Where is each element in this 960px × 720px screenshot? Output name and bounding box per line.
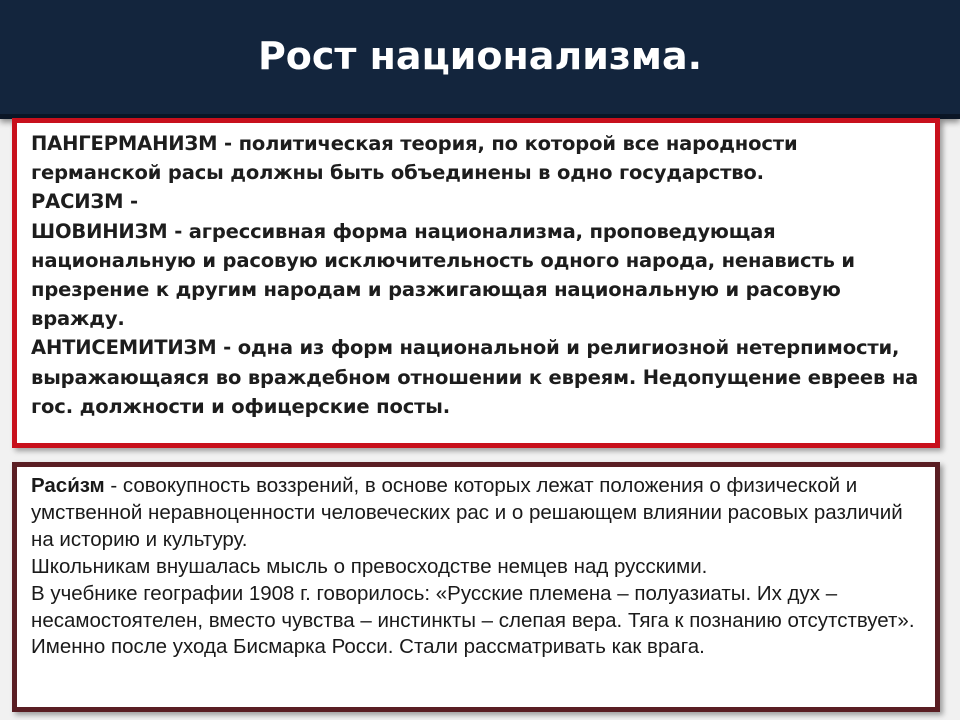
definition-racism bbox=[31, 187, 923, 216]
term-pangermanism: ПАНГЕРМАНИЗМ bbox=[31, 132, 218, 155]
definition-pangermanism bbox=[31, 129, 923, 187]
definition-chauvinism bbox=[31, 217, 923, 334]
term-antisemitism: АНТИСЕМИТИЗМ bbox=[31, 336, 217, 360]
definition-text: - одна из форм национальной и религиозной нетерпимости, выражающаяся во враждебном отношении к евреям. Недопущение евреев на гос. должности и офицерские посты. bbox=[31, 336, 919, 418]
racism-paragraph-school: Школьникам внушалась мысль о превосходстве немцев над русскими. bbox=[31, 554, 708, 578]
page-title: Рост национализма. bbox=[257, 34, 703, 78]
racism-paragraph-textbook: В учебнике географии 1908 г. говорилось: «Русские племена – полуазиаты. Их дух – несамостоятелен, вместо чувства – инстинкты – слепая вера. Тяга к познанию отсутствует». Именно после ухода Бисмарка Росси. Стали рассматривать как врага. bbox=[31, 581, 915, 659]
definition-antisemitism bbox=[31, 333, 923, 421]
definitions-box bbox=[12, 118, 940, 448]
term-chauvinism: ШОВИНИЗМ bbox=[31, 219, 168, 243]
term-racism-bold: Раси́зм bbox=[31, 474, 105, 497]
definition-text: - политическая теория, по которой все народности германской расы должны быть объединены в одно государство. bbox=[31, 132, 798, 185]
racism-box bbox=[12, 462, 940, 712]
definition-text: - bbox=[123, 190, 138, 214]
racism-definition-text: - совокупность воззрений, в основе которых лежат положения о физической и умственной неравноценности человеческих рас и о решающем влиянии расовых различий на историю и культуру. bbox=[31, 474, 903, 551]
definition-text: - агрессивная форма национализма, проповедующая национальную и расовую исключительность одного народа, ненависть и презрение к другим народам и разжигающая национальную и расовую вражду. bbox=[31, 219, 855, 331]
title-bar bbox=[0, 0, 960, 119]
racism-definition bbox=[31, 473, 923, 554]
term-racism: РАСИЗМ bbox=[31, 190, 124, 214]
